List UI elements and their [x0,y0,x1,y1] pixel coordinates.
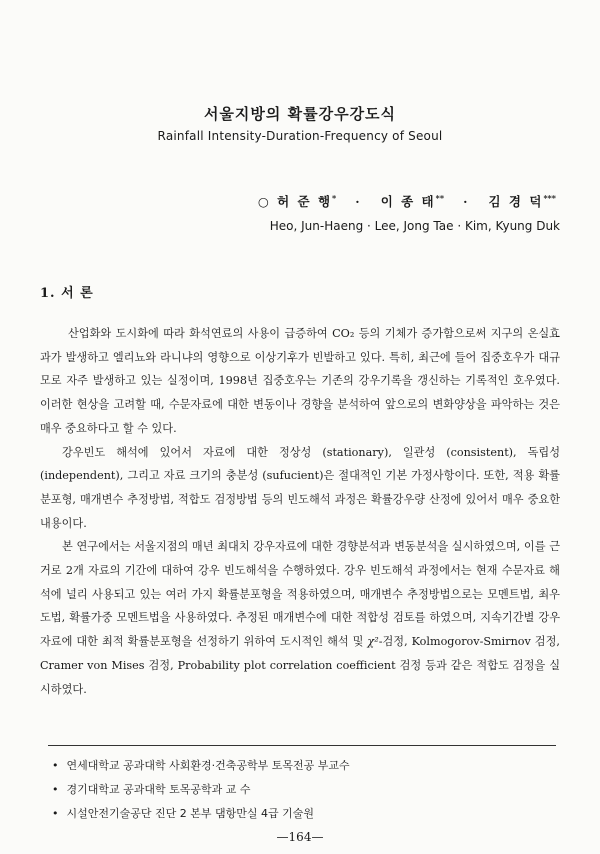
paper-title-english: Rainfall Intensity-Duration-Frequency of Seoul [157,129,443,143]
footnotes [52,754,350,826]
footnote-3: • 시설안전기술공단 진단 2 본부 댐항만실 4급 기술원 [52,802,350,826]
author-2-mark: ** [435,192,445,203]
footnote-divider [48,745,556,746]
paragraph-3-part-b: -검정, Kolmogorov-Smirnov 검정, Cramer von Mises 검정, Probability plot correlation coefficient 검정 등과 같은 적합도 검정을 실시하였다. [40,635,560,696]
paragraph-3 [40,535,560,701]
paragraph-1: 산업화와 도시화에 따라 화석연료의 사용이 급증하여 CO₂ 등의 기체가 증가함으로써 지구의 온실효과가 발생하고 엘리뇨와 라니냐의 영향으로 이상기후가 빈발하고 있다. 특히, 최근에 들어 집중호우가 대규모로 자주 발생하고 있는 실정이며, 1998년 집중호우는 기존의 강우기록을 갱신하는 기록적인 호우였다. 이러한 현상을 고려할 때, 수문자료에 대한 변동이나 경향을 분석하여 앞으로의 변화양상을 파악하는 것은 매우 중요하다고 할 수 있다. [40,327,560,435]
authors-korean [258,192,556,210]
author-3: 김 경 덕 [488,194,544,209]
footnote-1: • 연세대학교 공과대학 사회환경·건축공학부 토목전공 부교수 [52,754,350,778]
body-text [40,322,560,701]
author-3-mark: *** [543,192,556,203]
authors-english: Heo, Jun-Haeng · Lee, Jong Tae · Kim, Kyung Duk [269,219,560,233]
paragraph-2: 강우빈도 해석에 있어서 자료에 대한 정상성 (stationary), 일관성 (consistent), 독립성 (independent), 그리고 자료 크기의 충분성 (sufucient)은 절대적인 기본 가정사항이다. 또한, 적용 확률분포형, 매개변수 추정방법, 적합도 검정방법 등의 빈도해석 과정은 확률강우량 산정에 있어서 매우 중요한 내용이다. [40,445,560,530]
author-separator: · [463,194,470,209]
paper-title-korean: 서울지방의 확률강우강도식 [203,105,397,123]
author-separator: · [355,194,362,209]
author-1-mark: * [332,192,337,203]
author-2: 이 종 태 [380,194,436,209]
chi-square-symbol: χ² [367,635,379,649]
paragraph-3-part-a: 본 연구에서는 서울지점의 매년 최대치 강우자료에 대한 경향분석과 변동분석을 실시하였으며, 이를 근거로 2개 자료의 기간에 대하여 강우 빈도해석을 수행하였다. 강우 빈도해석 과정에서는 현재 수문자료 해석에 널리 사용되고 있는 여러 가지 확률분포형을 적용하였으며, 매개변수 추정방법으로는 모멘트법, 최우도법, 확률가중 모멘트법을 사용하였다. 추정된 매개변수에 대한 적합성 검토를 하였으며, 지속기간별 강우자료에 대한 최적 확률분포형을 선정하기 위하여 도시적인 해석 및 [40,540,560,649]
page-number: —164— [276,830,324,844]
author-1: ○ 허 준 행 [257,194,333,209]
section-heading: 1. 서 론 [40,286,94,301]
footnote-2: • 경기대학교 공과대학 토목공학과 교 수 [52,778,350,802]
